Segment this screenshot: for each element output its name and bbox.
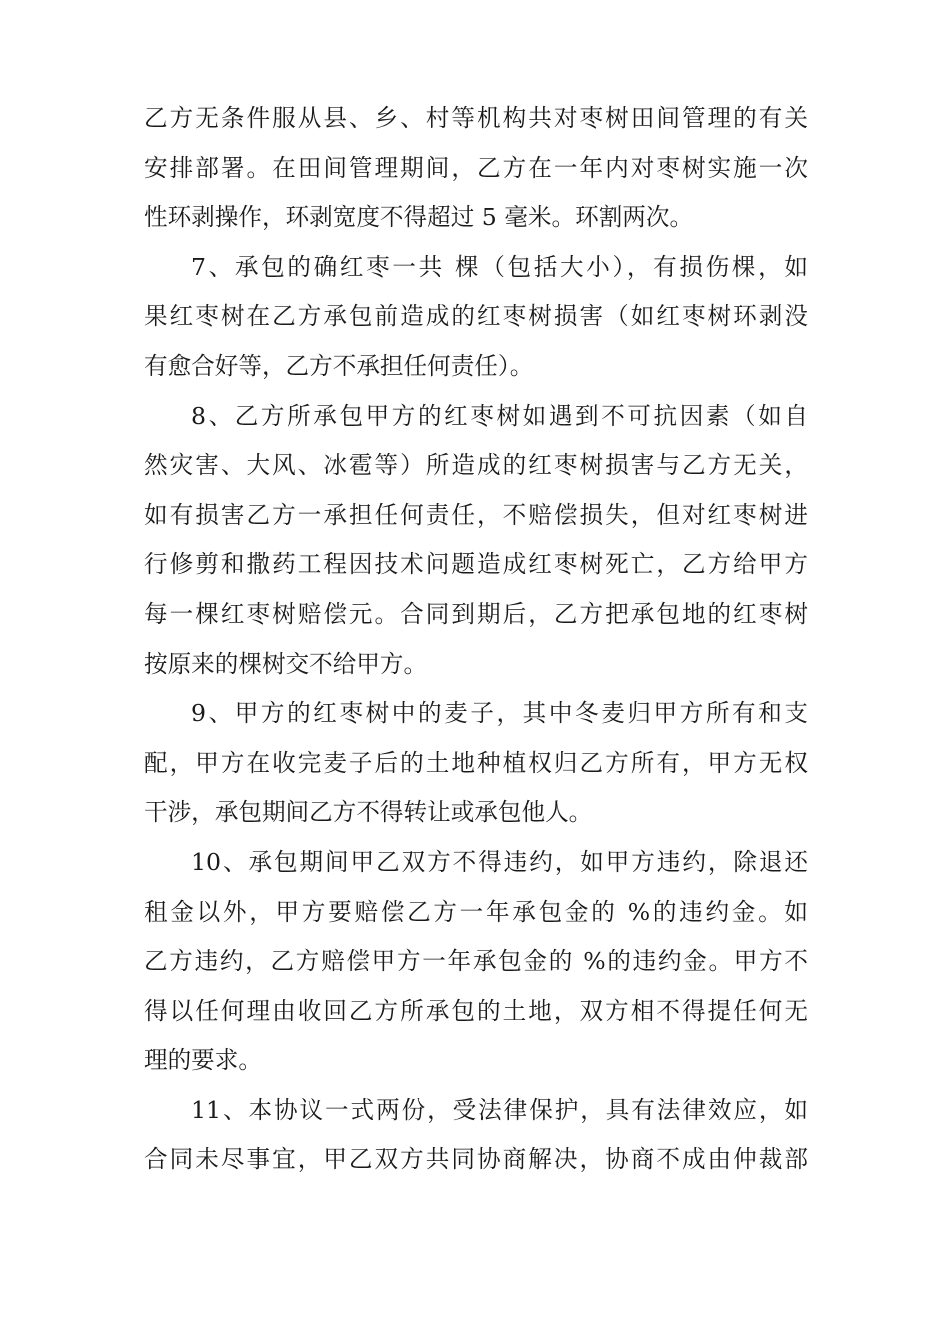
paragraph-line: 按原来的棵树交不给甲方。	[144, 649, 428, 678]
paragraph-line: 干涉，承包期间乙方不得转让或承包他人。	[144, 798, 593, 827]
document-body	[144, 94, 808, 1185]
paragraph-line: 得以任何理由收回乙方所承包的土地，双方相不得提任何无	[144, 996, 808, 1025]
paragraph-line: 合同未尽事宜，甲乙双方共同协商解决，协商不成由仲裁部	[144, 1145, 808, 1174]
paragraph-line: 果红枣树在乙方承包前造成的红枣树损害（如红枣树环剥没	[144, 302, 808, 331]
paragraph-first-line: 9、甲方的红枣树中的麦子，其中冬麦归甲方所有和支	[191, 699, 808, 728]
paragraph-line: 配，甲方在收完麦子后的土地种植权归乙方所有，甲方无权	[144, 748, 808, 777]
paragraph-line: 每一棵红枣树赔偿元。合同到期后，乙方把承包地的红枣树	[144, 599, 808, 628]
paragraph-first-line: 11、本协议一式两份，受法律保护，具有法律效应，如	[191, 1095, 808, 1124]
paragraph-first-line: 7、承包的确红枣一共 棵（包括大小），有损伤棵，如	[191, 252, 808, 281]
paragraph-line: 有愈合好等，乙方不承担任何责任）。	[144, 351, 534, 380]
paragraph-line: 行修剪和撒药工程因技术问题造成红枣树死亡，乙方给甲方	[144, 550, 808, 579]
paragraph-line: 性环剥操作，环剥宽度不得超过 5 毫米。环割两次。	[144, 203, 694, 232]
paragraph-first-line: 8、乙方所承包甲方的红枣树如遇到不可抗因素（如自	[191, 401, 808, 430]
paragraph-line: 乙方违约，乙方赔偿甲方一年承包金的 %的违约金。甲方不	[144, 947, 808, 976]
paragraph-line: 租金以外，甲方要赔偿乙方一年承包金的 %的违约金。如	[144, 897, 808, 926]
paragraph-line: 安排部署。在田间管理期间，乙方在一年内对枣树实施一次	[144, 153, 808, 182]
paragraph-line: 如有损害乙方一承担任何责任，不赔偿损失，但对红枣树进	[144, 500, 808, 529]
paragraph-line: 然灾害、大风、冰雹等）所造成的红枣树损害与乙方无关，	[144, 451, 808, 480]
paragraph-line: 理的要求。	[144, 1046, 262, 1075]
paragraph-line: 乙方无条件服从县、乡、村等机构共对枣树田间管理的有关	[144, 104, 808, 132]
paragraph-first-line: 10、承包期间甲乙双方不得违约，如甲方违约，除退还	[191, 847, 808, 876]
